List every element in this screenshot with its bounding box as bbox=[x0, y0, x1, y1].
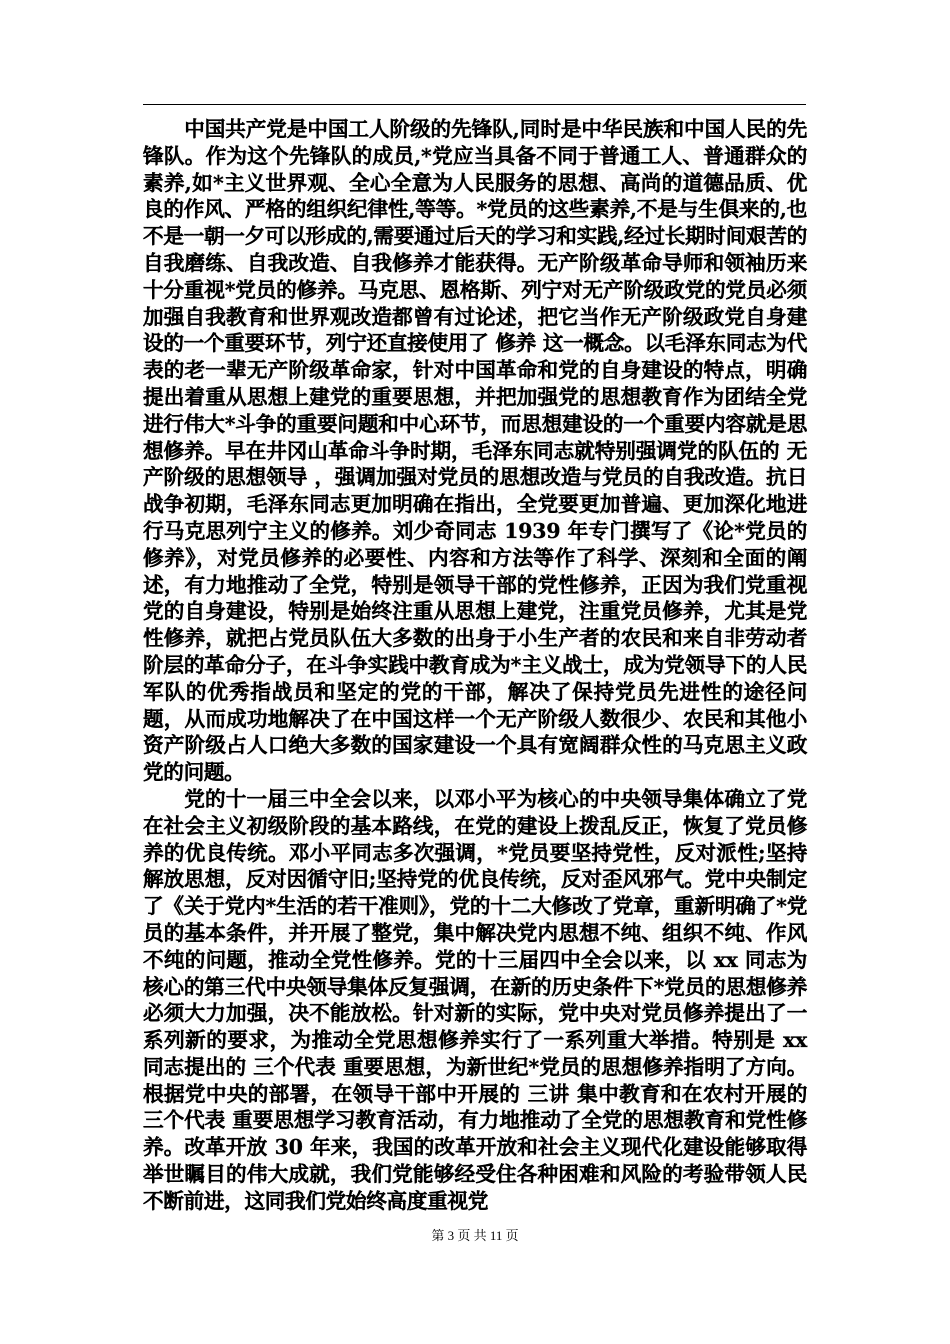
page-footer bbox=[0, 1228, 950, 1244]
document-body bbox=[143, 116, 807, 1215]
paragraph-2: 党的十一届三中全会以来，以邓小平为核心的中央领导集体确立了党在社会主义初级阶段的基本路线，在党的建设上拨乱反正，恢复了党员修养的优良传统。邓小平同志多次强调，*党员要坚持党性，反对派性;坚持解放思想，反对因循守旧;坚持党的优良传统，反对歪风邪气。党中央制定了《关于党内*生活的若干准则》，党的十二大修改了党章，重新明确了*党员的基本条件，并开展了整党，集中解决党内思想不纯、组织不纯、作风不纯的问题，推动全党性修养。党的十三届四中全会以来，以 xx 同志为核心的第三代中央领导集体反复强调，在新的历史条件下*党员的思想修养必须大力加强，决不能放松。针对新的实际，党中央对党员修养提出了一系列新的要求，为推动全党思想修养实行了一系列重大举措。特别是 xx 同志提出的 三个代表 重要思想，为新世纪*党员的思想修养指明了方向。根据党中央的部署，在领导干部中开展的 三讲 集中教育和在农村开展的 三个代表 重要思想学习教育活动，有力地推动了全党的思想教育和党性修养。改革开放 30 年来，我国的改革开放和社会主义现代化建设能够取得举世瞩目的伟大成就，我们党能够经受住各种困难和风险的考验带领人民不断前进，这同我们党始终高度重视党 bbox=[143, 786, 807, 1213]
header-rule bbox=[143, 104, 806, 105]
paragraph-1: 中国共产党是中国工人阶级的先锋队,同时是中华民族和中国人民的先锋队。作为这个先锋队的成员,*党应当具备不同于普通工人、普通群众的素养,如*主义世界观、全心全意为人民服务的思想、高尚的道德品质、优良的作风、严格的组织纪律性,等等。*党员的这些素养,不是与生俱来的,也不是一朝一夕可以形成的,需要通过后天的学习和实践,经过长期时间艰苦的自我磨练、自我改造、自我修养才能获得。无产阶级革命导师和领袖历来十分重视*党员的修养。马克思、恩格斯、列宁对无产阶级政党的党员必须加强自我教育和世界观改造都曾有过论述，把它当作无产阶级政党自身建设的一个重要环节，列宁还直接使用了 修养 这一概念。以毛泽东同志为代表的老一辈无产阶级革命家，针对中国革命和党的自身建设的特点，明确提出着重从思想上建党的重要思想，并把加强党的思想教育作为团结全党进行伟大*斗争的重要问题和中心环节，而思想建设的一个重要内容就是思想修养。早在井冈山革命斗争时期，毛泽东同志就特别强调党的队伍的 无产阶级的思想领导 ，强调加强对党员的思想改造与党员的自我改造。抗日战争初期，毛泽东同志更加明确在指出，全党要更加普遍、更加深化地进行马克思列宁主义的修养。刘少奇同志 1939 年专门撰写了《论*党员的修养》，对党员修养的必要性、内容和方法等作了科学、深刻和全面的阐述，有力地推动了全党，特别是领导干部的党性修养，正因为我们党重视党的自身建设，特别是始终注重从思想上建党，注重党员修养，尤其是党性修养，就把占党员队伍大多数的出身于小生产者的农民和来自非劳动者阶层的革命分子，在斗争实践中教育成为*主义战士，成为党领导下的人民军队的优秀指战员和坚定的党的干部，解决了保持党员先进性的途径问题，从而成功地解决了在中国这样一个无产阶级人数很少、农民和其他小资产阶级占人口绝大多数的国家建设一个具有宽阔群众性的马克思主义政党的问题。 bbox=[143, 117, 807, 785]
page-number-label: 第 3 页 共 11 页 bbox=[431, 1228, 519, 1243]
